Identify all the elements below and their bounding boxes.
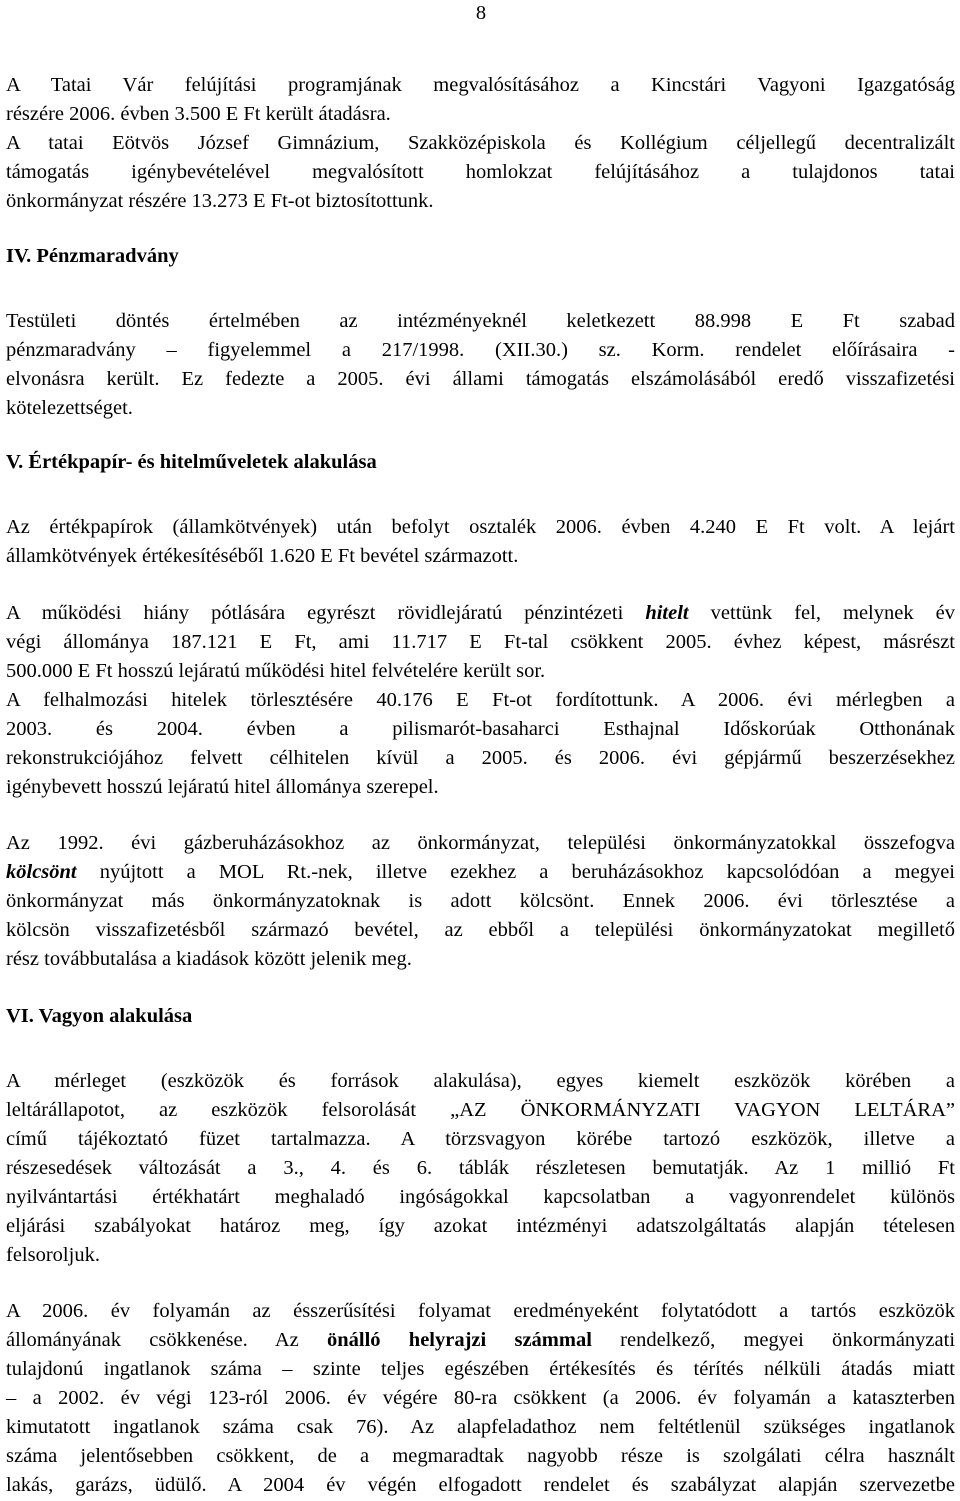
text-line: Testületi döntés értelmében az intézményeknél keletkezett 88.998 E Ft szabad — [6, 310, 955, 332]
emphasis-helyrajzi: önálló helyrajzi számmal — [327, 1329, 592, 1351]
text-line: nyilvántartási értékhatárt meghaladó ingóságokkal kapcsolatban a vagyonrendelet különös — [6, 1186, 955, 1208]
text-line: leltárállapotot, az eszközök felsorolását „AZ ÖNKORMÁNYZATI VAGYON LELTÁRA” — [6, 1099, 955, 1121]
text-line: kimutatott ingatlanok száma csak 76). Az alapfeladathoz nem feltétlenül szükséges ingatlanok — [6, 1416, 955, 1438]
text-line: részére 2006. évben 3.500 E Ft került átadásra. — [6, 103, 391, 125]
text-line: államkötvények értékesítéséből 1.620 E Ft bevétel származott. — [6, 545, 519, 567]
text-line: száma jelentősebben csökkent, de a megmaradtak nagyobb része is szolgálati célra használt — [6, 1445, 955, 1467]
text-line: rész továbbutalása a kiadások között jelenik meg. — [6, 948, 412, 970]
page-number: 8 — [475, 2, 487, 24]
text-line: kölcsönt nyújtott a MOL Rt.-nek, illetve ezekhez a beruházásokhoz kapcsolódóan a megyei — [6, 861, 955, 883]
text-line: igénybevett hosszú lejáratú hitel állománya szerepel. — [6, 776, 439, 798]
paragraph-mukodesi-hiany — [6, 599, 955, 686]
text-line: 500.000 E Ft hosszú lejáratú működési hitel felvételére került sor. — [6, 660, 546, 682]
text-line: Az értékpapírok (államkötvények) után befolyt osztalék 2006. évben 4.240 E Ft volt. A lejárt — [6, 516, 955, 538]
text-line: önkormányzat más önkormányzatoknak is adott kölcsönt. Ennek 2006. évi törlesztése a — [6, 890, 955, 912]
text-line: című tájékoztató füzet tartalmazza. A törzsvagyon körébe tartozó eszközök, illetve a — [6, 1128, 955, 1150]
paragraph-gazberuhazas — [6, 829, 955, 974]
paragraph-eotvos-gimnazium — [6, 129, 955, 216]
text-line: tulajdonú ingatlanok száma – szinte teljes egészében értékesítés és térítés nélküli átadás miatt — [6, 1358, 955, 1380]
text-line: A felhalmozási hitelek törlesztésére 40.176 E Ft-ot fordítottunk. A 2006. évi mérlegben a — [6, 689, 955, 711]
heading-vagyon: VI. Vagyon alakulása — [6, 1005, 193, 1027]
paragraph-tatai-var — [6, 71, 955, 129]
text-line: kötelezettséget. — [6, 397, 133, 419]
paragraph-felhalmozasi-hitelek — [6, 686, 955, 802]
text-line: felsoroljuk. — [6, 1244, 100, 1266]
heading-ertekpapir: V. Értékpapír- és hitelműveletek alakulása — [6, 451, 377, 473]
text-line: A működési hiány pótlására egyrészt rövidlejáratú pénzintézeti hitelt vettünk fel, melynek év — [6, 602, 955, 624]
emphasis-hitelt: hitelt — [645, 602, 689, 624]
text-line: – a 2002. év végi 123-ról 2006. év végére 80-ra csökkent (a 2006. év folyamán a kataszterben — [6, 1387, 955, 1409]
text-line: végi állománya 187.121 E Ft, ami 11.717 E Ft-tal csökkent 2005. évhez képest, másrészt — [6, 631, 955, 653]
text-line: A tatai Eötvös József Gimnázium, Szakközépiskola és Kollégium céljellegű decentralizált — [6, 132, 955, 154]
text-line: 2003. és 2004. évben a pilismarót-basaharci Esthajnal Időskorúak Otthonának — [6, 718, 955, 740]
heading-penzmaradvany: IV. Pénzmaradvány — [6, 245, 179, 267]
text-line: pénzmaradvány – figyelemmel a 217/1998. (XII.30.) sz. Korm. rendelet előírásaira - — [6, 339, 955, 361]
text-line: rekonstrukciójához felvett célhitelen kívül a 2005. és 2006. évi gépjármű beszerzésekhez — [6, 747, 955, 769]
text-line: önkormányzat részére 13.273 E Ft-ot biztosítottunk. — [6, 190, 434, 212]
paragraph-penzmaradvany — [6, 307, 955, 423]
text-line: eljárási szabályokat határoz meg, így azokat intézményi adatszolgáltatás alapján tételesen — [6, 1215, 955, 1237]
text-line: A 2006. év folyamán az ésszerűsítési folyamat eredményeként folytatódott a tartós eszközök — [6, 1300, 955, 1322]
emphasis-kolcsont: kölcsönt — [6, 861, 77, 883]
text-line: részesedések változását a 3., 4. és 6. táblák részletesen bemutatják. Az 1 millió Ft — [6, 1157, 955, 1179]
text-line: Az 1992. évi gázberuházásokhoz az önkormányzat, települési önkormányzatokkal összefogva — [6, 832, 955, 854]
paragraph-merleg — [6, 1067, 955, 1270]
text-line: kölcsön visszafizetésből származó bevétel, az ebből a települési önkormányzatokat megillető — [6, 919, 955, 941]
text-line: lakás, garázs, üdülő. A 2004 év végén elfogadott rendelet és szabályzat alapján szervezetbe — [6, 1474, 955, 1496]
text-line: állományának csökkenése. Az önálló helyrajzi számmal rendelkező, megyei önkormányzati — [6, 1329, 956, 1351]
text-line: elvonásra került. Ez fedezte a 2005. évi állami támogatás elszámolásából eredő visszafizetési — [6, 368, 955, 390]
paragraph-esszerusites — [6, 1297, 955, 1500]
text-line: támogatás igénybevételével megvalósított homlokzat felújításához a tulajdonos tatai — [6, 161, 955, 183]
text-line: A mérleget (eszközök és források alakulása), egyes kiemelt eszközök körében a — [6, 1070, 955, 1092]
paragraph-allamkotvenyek — [6, 513, 955, 571]
text-line: A Tatai Vár felújítási programjának megvalósításához a Kincstári Vagyoni Igazgatóság — [6, 74, 955, 96]
